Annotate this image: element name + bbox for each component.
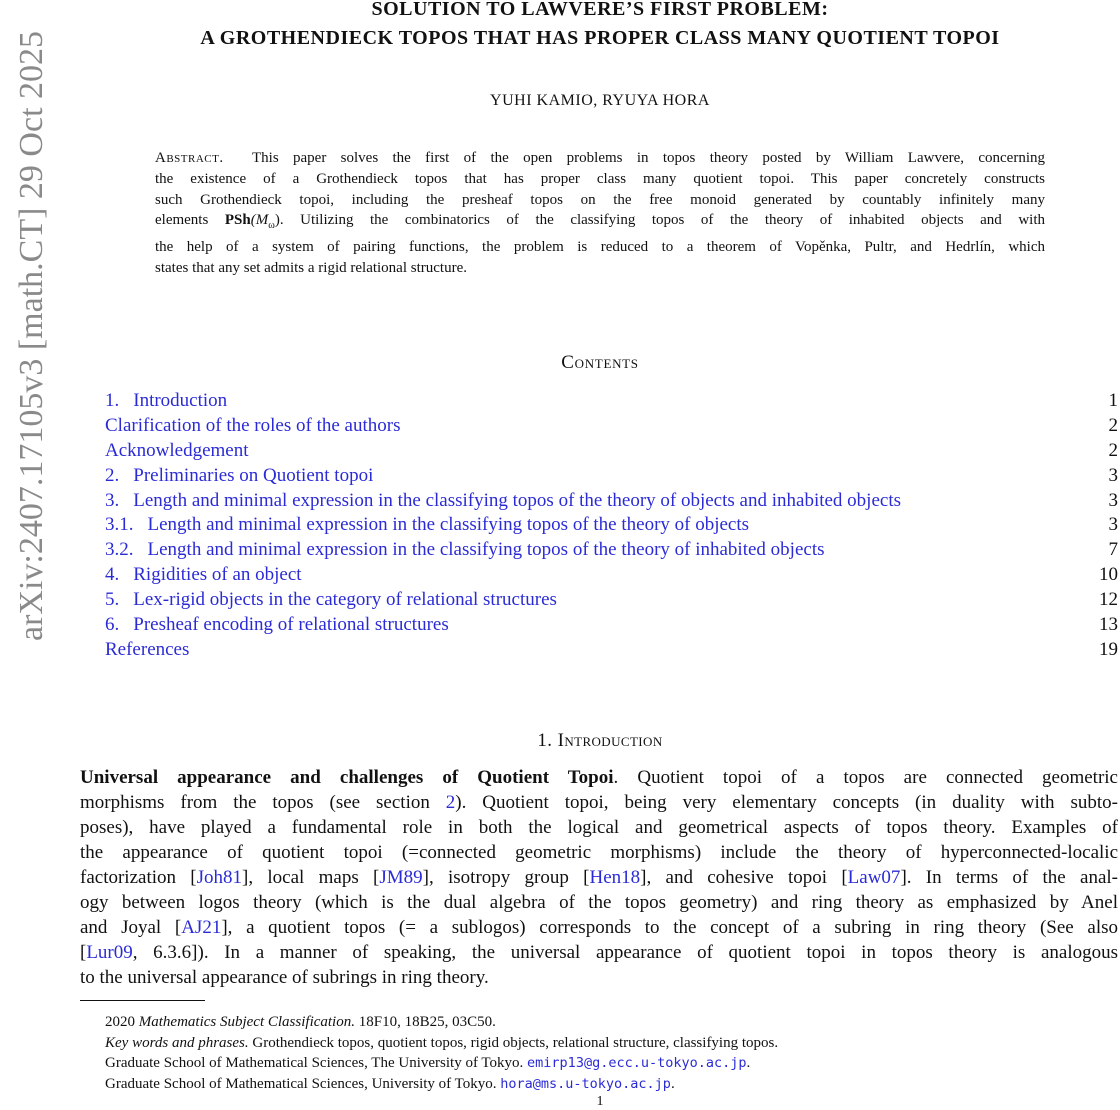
body-text: morphisms from the topos (see section — [80, 792, 446, 813]
toc-link[interactable] — [105, 563, 302, 588]
toc-number: 5. — [105, 589, 120, 611]
math-arg: (M — [250, 212, 269, 229]
toc-entry[interactable] — [105, 414, 1118, 439]
toc-page: 19 — [1099, 638, 1118, 660]
page-number: 1 — [596, 1094, 604, 1109]
authors: YUHI KAMIO, RYUYA HORA — [490, 92, 710, 109]
body-text: . Quotient topoi of a topos are connected geometric — [613, 767, 1118, 788]
toc-page: 12 — [1099, 589, 1118, 611]
toc-label: References — [105, 638, 190, 660]
citation-link[interactable]: JM89 — [379, 867, 423, 888]
toc-page: 2 — [1108, 439, 1118, 461]
toc-label: Clarification of the roles of the authors — [105, 414, 401, 436]
toc-number: 1. — [105, 390, 120, 411]
toc-label: Presheaf encoding of relational structures — [133, 614, 449, 636]
toc-page: 13 — [1099, 614, 1118, 636]
toc-link[interactable] — [105, 638, 189, 663]
toc-label: Rigidities of an object — [133, 564, 302, 586]
email-link[interactable]: emirp13@g.ecc.u-tokyo.ac.jp — [527, 1055, 747, 1071]
toc-label: Introduction — [133, 390, 228, 411]
affiliation-text: Graduate School of Mathematical Sciences, University of Tokyo. — [105, 1075, 497, 1092]
abstract-line — [155, 148, 1045, 169]
toc-entry[interactable] — [105, 389, 1118, 414]
toc-page: 3 — [1108, 489, 1118, 511]
body-line — [80, 765, 1118, 790]
toc-label: Lex-rigid objects in the category of relational structures — [133, 589, 557, 611]
abstract-line — [155, 210, 1045, 237]
section-number: 1. — [537, 730, 553, 751]
citation-link[interactable]: Lur09 — [86, 942, 133, 963]
footnote-rule — [80, 1000, 205, 1001]
body-text: ], and cohesive topoi [ — [640, 867, 848, 888]
toc-link[interactable] — [105, 489, 901, 514]
msc-value: 18F10, 18B25, 03C50. — [358, 1014, 496, 1030]
toc-link[interactable] — [105, 464, 373, 489]
body-text: ], local maps [ — [242, 867, 380, 888]
math-psh: PSh — [224, 212, 251, 229]
citation-link[interactable]: AJ21 — [181, 917, 222, 938]
keywords-value: Grothendieck topos, quotient topos, rigid objects, relational structure, classifying topos. — [252, 1034, 779, 1051]
toc-page: 10 — [1099, 564, 1118, 586]
toc-page: 2 — [1108, 414, 1118, 436]
toc-link[interactable] — [105, 538, 825, 563]
abstract-line: the existence of a Grothendieck topos that has proper class many quotient topoi. This paper concretely constructs — [155, 170, 1045, 187]
body-text: ], a quotient topos (= a sublogos) corresponds to the concept of a subring in ring theory (See also — [221, 917, 1119, 938]
body-line — [80, 790, 1118, 815]
math-subscript: ω — [268, 220, 275, 232]
affiliation-text: Graduate School of Mathematical Sciences, The University of Tokyo. — [105, 1055, 524, 1071]
abstract-text: This paper solves the first of the open problems in topos theory posted by William Lawvere, concerning — [252, 150, 1046, 166]
body-line — [80, 940, 1118, 965]
body-line — [80, 865, 1118, 890]
toc-entry[interactable] — [105, 588, 1118, 613]
paper-title-line-1: SOLUTION TO LAWVERE’S FIRST PROBLEM: — [371, 0, 829, 20]
toc-link[interactable] — [105, 588, 557, 613]
toc-entry[interactable] — [105, 638, 1118, 663]
body-text: and Joyal [ — [80, 917, 182, 938]
footnote-affiliation-2 — [105, 1074, 1105, 1095]
table-of-contents — [105, 389, 1118, 663]
body-text: , 6.3.6]). In a manner of speaking, the universal appearance of quotient topoi in topos theory is analogous — [132, 942, 1118, 963]
toc-page: 7 — [1108, 539, 1118, 561]
arxiv-identifier: arXiv:2407.17105v3 [math.CT] 29 Oct 2025 — [13, 30, 50, 641]
toc-entry[interactable] — [105, 538, 1118, 563]
section-title: Introduction — [557, 730, 663, 751]
toc-label: Preliminaries on Quotient topoi — [133, 464, 374, 486]
abstract-text: ). Utilizing the combinatorics of the classifying topos of the theory of inhabited objects and with — [274, 212, 1046, 229]
body-text: factorization [ — [80, 867, 197, 888]
toc-link[interactable] — [105, 613, 449, 638]
toc-link[interactable] — [105, 414, 400, 439]
body-text: ], isotropy group [ — [422, 867, 590, 888]
introduction-paragraph — [80, 765, 1118, 990]
toc-label: Acknowledgement — [105, 439, 249, 461]
punctuation: . — [670, 1075, 675, 1092]
msc-label: Mathematics Subject Classification. — [138, 1014, 355, 1030]
toc-label: Length and minimal expression in the classifying topos of the theory of objects — [147, 514, 750, 536]
toc-entry[interactable] — [105, 464, 1118, 489]
footnote-msc — [105, 1012, 1105, 1033]
body-text: ). Quotient topoi, being very elementary concepts (in duality with subto- — [455, 792, 1118, 813]
abstract-line: states that any set admits a rigid relational structure. — [155, 259, 467, 276]
keywords-label: Key words and phrases. — [105, 1034, 249, 1051]
punctuation: . — [746, 1055, 751, 1071]
toc-entry[interactable] — [105, 489, 1118, 514]
body-text: [ — [80, 942, 87, 963]
footnote-affiliation-1 — [105, 1053, 1105, 1074]
toc-entry[interactable] — [105, 439, 1118, 464]
footnote-keywords — [105, 1033, 1105, 1054]
body-line: the appearance of quotient topoi (=connected geometric morphisms) include the theory of hyperconnected-localic — [80, 842, 1118, 863]
abstract-text: elements — [155, 212, 209, 229]
body-line: poses), have played a fundamental role in both the logical and geometrical aspects of topos theory. Examples of — [80, 817, 1118, 838]
toc-label: Length and minimal expression in the classifying topos of the theory of objects and inhabited objects — [133, 489, 901, 511]
paper-title-line-2: A GROTHENDIECK TOPOS THAT HAS PROPER CLASS MANY QUOTIENT TOPOI — [200, 27, 1000, 49]
toc-number: 6. — [105, 614, 120, 636]
toc-label: Length and minimal expression in the classifying topos of the theory of inhabited objects — [147, 539, 825, 561]
body-line: to the universal appearance of subrings in ring theory. — [80, 967, 489, 988]
toc-link[interactable] — [105, 439, 249, 464]
toc-number: 2. — [105, 464, 120, 486]
body-line — [80, 915, 1118, 940]
body-line: ogy between logos theory (which is the dual algebra of the topos geometry) and ring theory as emphasized by Anel — [80, 892, 1118, 913]
abstract — [155, 148, 1045, 279]
toc-page: 3 — [1108, 464, 1118, 486]
toc-link[interactable] — [105, 389, 227, 414]
toc-link[interactable] — [105, 513, 749, 538]
abstract-line: such Grothendieck topoi, including the presheaf topos on the free monoid generated by countably infinitely many — [155, 191, 1045, 208]
footnotes — [105, 1012, 1105, 1094]
body-text: ]. In terms of the anal- — [900, 867, 1118, 888]
paragraph-lead: Universal appearance and challenges of Quotient Topoi — [80, 767, 614, 788]
abstract-heading: Abstract. — [155, 150, 224, 166]
toc-entry[interactable] — [105, 613, 1118, 638]
citation-link[interactable]: Hen18 — [589, 867, 641, 888]
contents-heading: Contents — [561, 352, 639, 373]
section-heading — [80, 730, 1120, 752]
toc-number: 3. — [105, 489, 120, 511]
toc-number: 3.1. — [105, 514, 134, 536]
toc-page: 3 — [1108, 514, 1118, 536]
msc-year: 2020 — [105, 1014, 135, 1030]
section-ref-link[interactable]: 2 — [445, 792, 456, 813]
toc-page: 1 — [1108, 390, 1118, 411]
abstract-line: the help of a system of pairing functions, the problem is reduced to a theorem of Vopěnka, Pultr, and Hedrlín, which — [155, 239, 1045, 256]
citation-link[interactable]: Law07 — [847, 867, 901, 888]
email-link[interactable]: hora@ms.u-tokyo.ac.jp — [500, 1075, 671, 1092]
citation-link[interactable]: Joh81 — [196, 867, 243, 888]
toc-entry[interactable] — [105, 563, 1118, 588]
toc-number: 4. — [105, 564, 120, 586]
toc-number: 3.2. — [105, 539, 134, 561]
toc-entry[interactable] — [105, 513, 1118, 538]
